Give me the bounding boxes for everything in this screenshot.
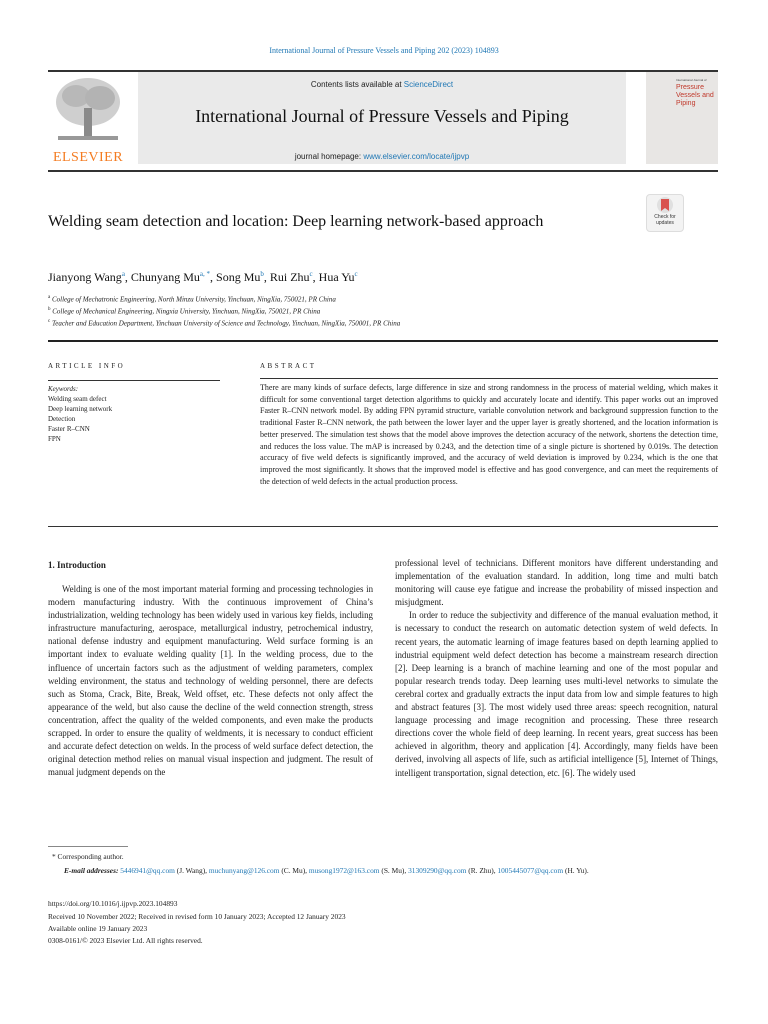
author-affiliation-mark[interactable]: a — [121, 270, 125, 278]
abstract-rule — [260, 378, 718, 379]
email-owner: (H. Yu). — [563, 866, 589, 875]
keyword-item: Welding seam defect — [48, 395, 107, 403]
email-owner: (C. Mu), — [279, 866, 309, 875]
email-link[interactable]: 1005445077@qq.com — [497, 866, 564, 875]
footnote-rule — [48, 846, 128, 847]
abstract-heading: ABSTRACT — [260, 362, 317, 370]
keyword-item: FPN — [48, 435, 61, 443]
author-separator: , — [210, 270, 217, 284]
article-info-rule — [48, 380, 220, 381]
check-updates-label[interactable]: Check for updates — [654, 214, 676, 226]
email-link[interactable]: musong1972@163.com — [308, 866, 380, 875]
homepage-line — [138, 152, 626, 161]
keyword-item: Faster R–CNN — [48, 425, 90, 433]
body-column-left — [48, 583, 373, 779]
paragraph: professional level of technicians. Different monitors have different understanding and implementation of the evaluation standard. In addition, long time and multi batch monitoring will cause eye fatigue and increase the probability of missed inspection and misjudgment. — [395, 558, 718, 608]
email-addresses — [64, 865, 718, 877]
article-title: Welding seam detection and location: Deep learning network-based approach — [48, 213, 544, 230]
author-name: Rui Zhu — [269, 270, 310, 284]
author-separator: , — [263, 270, 270, 284]
available-online: Available online 19 January 2023 — [48, 924, 148, 933]
author-name: Song Mu — [216, 270, 261, 284]
keyword-item: Detection — [48, 415, 76, 423]
affiliation-c: $^c$ Teacher and Education Department, Yinchuan University of Science and Technology, Yinchuan, NingXia, 750001, PR China — [48, 319, 401, 328]
email-link[interactable]: muchunyang@126.com — [208, 866, 280, 875]
masthead-bottom-rule — [48, 170, 718, 172]
email-owner: (J. Wang), — [174, 866, 209, 875]
paragraph: In order to reduce the subjectivity and difference of the manual evaluation method, it is necessary to conduct the research on automatic detection system of weld defects. In recent years, the automatic learning of image features based on depth learning applied to industrial equipment weld defect detection has become a mainstream research direction [2]. Deep learning is a branch of machine learning and one of the most popular and popular research trends today. Deep learning uses multi-level networks to simulate the cerebral cortex and gradually extracts the input data from low and simple features to high and abstract features [3]. The most widely used three areas: speech recognition, natural language processing and image recognition and processing. These three research directions cover the whole field of deep learning. In recent years, great success has been achieved in algorithm, theory and application [4]. Accordingly, many fields have been derived, involving all aspects of life, such as artificial intelligence [5], Internet of Things, intelligent transportation, signal detection, etc. [6]. The widely used — [395, 610, 718, 778]
author-list — [48, 270, 358, 285]
body-column-right — [395, 557, 718, 780]
article-info-heading: ARTICLE INFO — [48, 362, 126, 370]
author-name: Hua Yu — [318, 270, 355, 284]
author-separator: , — [312, 270, 319, 284]
author-affiliation-mark[interactable]: a, * — [199, 270, 211, 278]
contents-line — [138, 80, 626, 89]
contents-prefix: Contents lists available at — [310, 80, 404, 89]
section-rule — [48, 340, 718, 342]
section-heading-introduction: 1. Introduction — [48, 560, 106, 570]
author-name: Chunyang Mu — [130, 270, 200, 284]
publisher-name: ELSEVIER — [52, 150, 124, 165]
email-label: E-mail addresses: — [64, 866, 121, 875]
author-affiliation-mark[interactable]: c — [354, 270, 358, 278]
keywords-block — [48, 384, 218, 444]
keyword-item: Deep learning network — [48, 405, 113, 413]
affiliation-a: $^a$ College of Mechatronic Engineering, North Minzu University, Yinchuan, NingXia, 750021, PR China — [48, 295, 336, 304]
homepage-prefix: journal homepage: — [294, 152, 364, 161]
email-owner: (R. Zhu), — [466, 866, 498, 875]
abstract-text: There are many kinds of surface defects, large difference in size and strong randomness in the process of material welding, which makes it difficult for some conventional target detection algorithms to quickly and accurately locate and identify. This paper works out an improved Faster R–CNN network model. By adding FPN pyramid structure, variable convolution network and background suppression function to the traditional Faster R–CNN network, the path between the lower layer and the upper layer is greatly shortened, and the location information is better preserved. The simulation test shows that the model above improves the detection accuracy of the network, shortens the detection time, and reduces the loss value. The mAP is increased by 0.243, and the detection time of a single picture is shortened by 0.019s. The detection accuracy of five weld defects is significantly improved, and the accuracy of weld deviation is improved by 0.234, which is the one that improved the most significantly. It shows that the improved model is effective and has good convergence, and can meet the requirements of the detection of weld defects in the actual production process. — [260, 383, 718, 486]
email-link[interactable]: 5446941@qq.com — [120, 866, 175, 875]
corresponding-note: * Corresponding author. — [52, 852, 124, 861]
bookmark-icon — [647, 195, 683, 215]
email-owner: (S. Mu), — [379, 866, 409, 875]
sciencedirect-link[interactable]: ScienceDirect — [403, 80, 454, 89]
journal-title: International Journal of Pressure Vessels and Piping — [195, 106, 569, 126]
cover-title: Pressure Vessels and Piping — [676, 84, 714, 107]
cover-small-text: International Journal of — [676, 78, 707, 82]
received-dates: Received 10 November 2022; Received in revised form 10 January 2023; Accepted 12 January 2023 — [48, 912, 346, 921]
email-link[interactable]: 31309290@qq.com — [408, 866, 467, 875]
copyright: 0308-0161/© 2023 Elsevier Ltd. All rights reserved. — [48, 936, 203, 945]
homepage-link[interactable]: www.elsevier.com/locate/ijpvp — [363, 152, 470, 161]
author-affiliation-mark[interactable]: b — [260, 270, 264, 278]
paragraph: Welding is one of the most important material forming and processing technologies in modern manufacturing industry. With the continuous improvement of China’s industrialization, welding technology has been widely used in various key fields, including infrastructure manufacturing, aerospace, metallurgical industry, petrochemical industry, national defense industry and equipment manufacturing. Weld surface forming is an important index to evaluate welding quality [1]. In the welding process, due to the influence of uncertain factors such as the adjustment of welding parameters, complex welding environment, the status and technology of welding personnel, there are defects such as Stoma, Crack, Bite, Break, Weld offset, etc. These defects not only affect the appearance of the weld, but also cause the decline of the weld connection strength, stress concentration, affect the quality of the welded components, and even make the products scrapped. In order to ensure the quality of weldments, it is necessary to conduct efficient and accurate defect detection on welds. In the process of weld surface defect detection, the original detection method relies on manual visual inspection and judgment. The result of manual judgment depends on the — [48, 584, 373, 778]
abstract-bottom-rule — [48, 526, 718, 527]
affiliation-b: $^b$ College of Mechanical Engineering, Ningxia University, Yinchuan, NingXia, 750021, PR China — [48, 307, 321, 316]
author-name: Jianyong Wang — [48, 270, 122, 284]
author-affiliation-mark[interactable]: c — [309, 270, 313, 278]
author-separator: , — [124, 270, 131, 284]
check-updates-badge[interactable] — [646, 194, 684, 232]
keywords-label: Keywords: — [48, 385, 79, 393]
doi-link[interactable]: https://doi.org/10.1016/j.ijpvp.2023.104893 — [48, 899, 178, 908]
running-header[interactable]: International Journal of Pressure Vessels and Piping 202 (2023) 104893 — [269, 46, 499, 55]
